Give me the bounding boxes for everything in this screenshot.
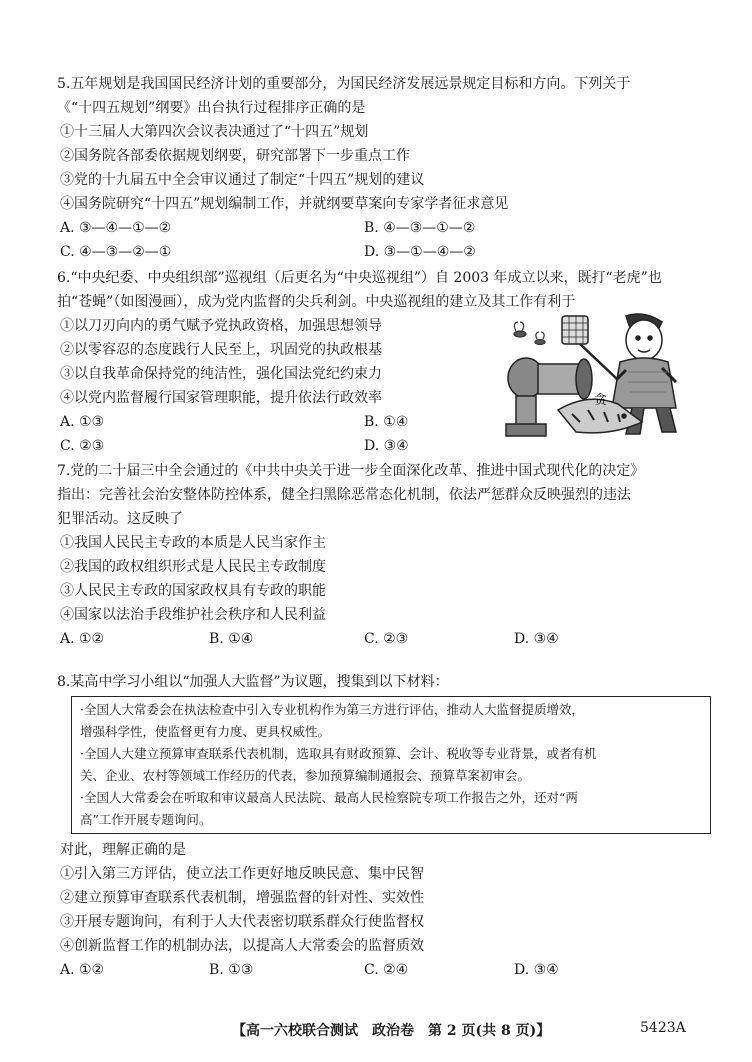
q7-item-4: ④国家以法治手段维护社会秩序和人民利益 xyxy=(60,607,326,623)
q5-option-d[interactable]: D. ③—①—④—② xyxy=(364,244,476,260)
footer-exam-code: 5423A xyxy=(640,1020,686,1036)
q8-option-c[interactable]: C. ②④ xyxy=(364,962,409,978)
q6-option-b[interactable]: B. ①④ xyxy=(364,414,409,430)
question-5 xyxy=(57,72,707,264)
cartoon-illustration xyxy=(498,312,718,444)
fly-icon xyxy=(514,322,545,345)
q5-item-4: ④国务院研究“十四五”规划编制工作，并就纲要草案向专家学者征求意见 xyxy=(60,196,509,212)
q5-stem-line-2: 《“十四五规划”纲要》出台执行过程排序正确的是 xyxy=(57,100,366,116)
q8-item-3: ③开展专题询问，有利于人大代表密切联系群众行使监督权 xyxy=(60,914,424,930)
q6-item-4: ④以党内监督履行国家管理职能，提升依法行政效率 xyxy=(60,390,382,406)
q8-stem-line-1: 8.某高中学习小组以“加强人大监督”为议题，搜集到以下材料： xyxy=(57,674,449,690)
q7-option-b[interactable]: B. ①④ xyxy=(209,631,254,647)
q6-option-a[interactable]: A. ①③ xyxy=(60,414,105,430)
q8-option-d[interactable]: D. ③④ xyxy=(514,962,559,978)
question-7 xyxy=(57,459,707,651)
q8-material-line-6: 高”工作开展专题询问。 xyxy=(80,812,212,827)
footer-page-info: 【高一六校联合测试 政治卷 第 2 页(共 8 页)】 xyxy=(232,1023,551,1039)
q8-item-4: ④创新监督工作的机制办法，以提高人大常委会的监督质效 xyxy=(60,938,424,954)
q8-material-line-1: ·全国人大常委会在执法检查中引入专业机构作为第三方进行评估，推动人大监督提质增效， xyxy=(80,702,584,717)
q7-option-c[interactable]: C. ②③ xyxy=(364,631,409,647)
q5-stem-line-1: 5.五年规划是我国国民经济计划的重要部分，为国民经济发展远景规定目标和方向。下列关于 xyxy=(57,76,631,92)
q6-item-2: ②以零容忍的态度践行人民至上，巩固党的执政根基 xyxy=(60,342,382,358)
q5-item-1: ①十三届人大第四次会议表决通过了“十四五”规划 xyxy=(60,124,369,140)
q8-material-line-4: 关、企业、农村等领域工作经历的代表，参加预算编制通报会、预算草案初审会。 xyxy=(80,768,531,783)
q8-stem-line-2: 对此，理解正确的是 xyxy=(60,842,186,858)
q5-options-row-2 xyxy=(57,240,707,264)
q5-option-b[interactable]: B. ④—③—①—② xyxy=(364,220,476,236)
q6-stem-line-1: 6.“中央纪委、中央组织部”巡视组（后更名为“中央巡视组”）自 2003 年成立以来，既打“老虎”也 xyxy=(57,270,662,286)
q8-option-a[interactable]: A. ①② xyxy=(60,962,105,978)
q7-item-2: ②我国的政权组织形式是人民民主专政制度 xyxy=(60,559,326,575)
question-8 xyxy=(57,670,707,982)
q8-option-b[interactable]: B. ①③ xyxy=(209,962,254,978)
q8-material-line-2: 增强科学性，使监督更有力度、更具权威性。 xyxy=(80,724,331,739)
q5-option-c[interactable]: C. ④—③—②—① xyxy=(60,244,172,260)
q7-item-1: ①我国人民民主专政的本质是人民当家作主 xyxy=(60,535,326,551)
q5-option-a[interactable]: A. ③—④—①—② xyxy=(60,220,172,236)
q8-material-line-5: ·全国人大常委会在听取和审议最高人民法院、最高人民检察院专项工作报告之外，还对“两 xyxy=(80,790,578,805)
q7-option-a[interactable]: A. ①② xyxy=(60,631,105,647)
q5-item-2: ②国务院各部委依据规划纲要，研究部署下一步重点工作 xyxy=(60,148,410,164)
q8-item-1: ①引入第三方评估，使立法工作更好地反映民意、集中民智 xyxy=(60,866,424,882)
q8-item-2: ②建立预算审查联系代表机制，增强监督的针对性、实效性 xyxy=(60,890,424,906)
q8-material-box xyxy=(71,696,711,834)
cartoon-label: 贪 xyxy=(594,393,608,408)
q7-options-row xyxy=(57,627,707,651)
q7-stem-line-3: 犯罪活动。这反映了 xyxy=(57,511,183,527)
q7-stem-line-2: 指出：完善社会治安整体防控体系，健全扫黑除恶常态化机制，依法严惩群众反映强烈的违法 xyxy=(57,487,631,503)
q7-item-3: ③人民民主专政的国家政权具有专政的职能 xyxy=(60,583,326,599)
q8-options-row xyxy=(57,958,707,982)
q6-stem-line-2: 拍“苍蝇”（如图漫画），成为党内监督的尖兵利剑。中央巡视组的建立及其工作有利于 xyxy=(57,294,576,310)
q5-item-3: ③党的十九届五中全会审议通过了制定“十四五”规划的建议 xyxy=(60,172,425,188)
q5-options-row-1 xyxy=(57,216,707,240)
q6-option-c[interactable]: C. ②③ xyxy=(60,438,105,454)
q6-item-1: ①以刀刃向内的勇气赋予党执政资格，加强思想领导 xyxy=(60,318,382,334)
q8-material-line-3: ·全国人大建立预算审查联系代表机制，选取具有财政预算、会计、税收等专业背景，或者有机 xyxy=(80,746,597,761)
q7-option-d[interactable]: D. ③④ xyxy=(514,631,559,647)
q7-stem-line-1: 7.党的二十届三中全会通过的《中共中央关于进一步全面深化改革、推进中国式现代化的决定》 xyxy=(57,463,645,479)
q6-option-d[interactable]: D. ③④ xyxy=(364,438,409,454)
q6-item-3: ③以自我革命保持党的纯洁性，强化国法党纪约束力 xyxy=(60,366,382,382)
